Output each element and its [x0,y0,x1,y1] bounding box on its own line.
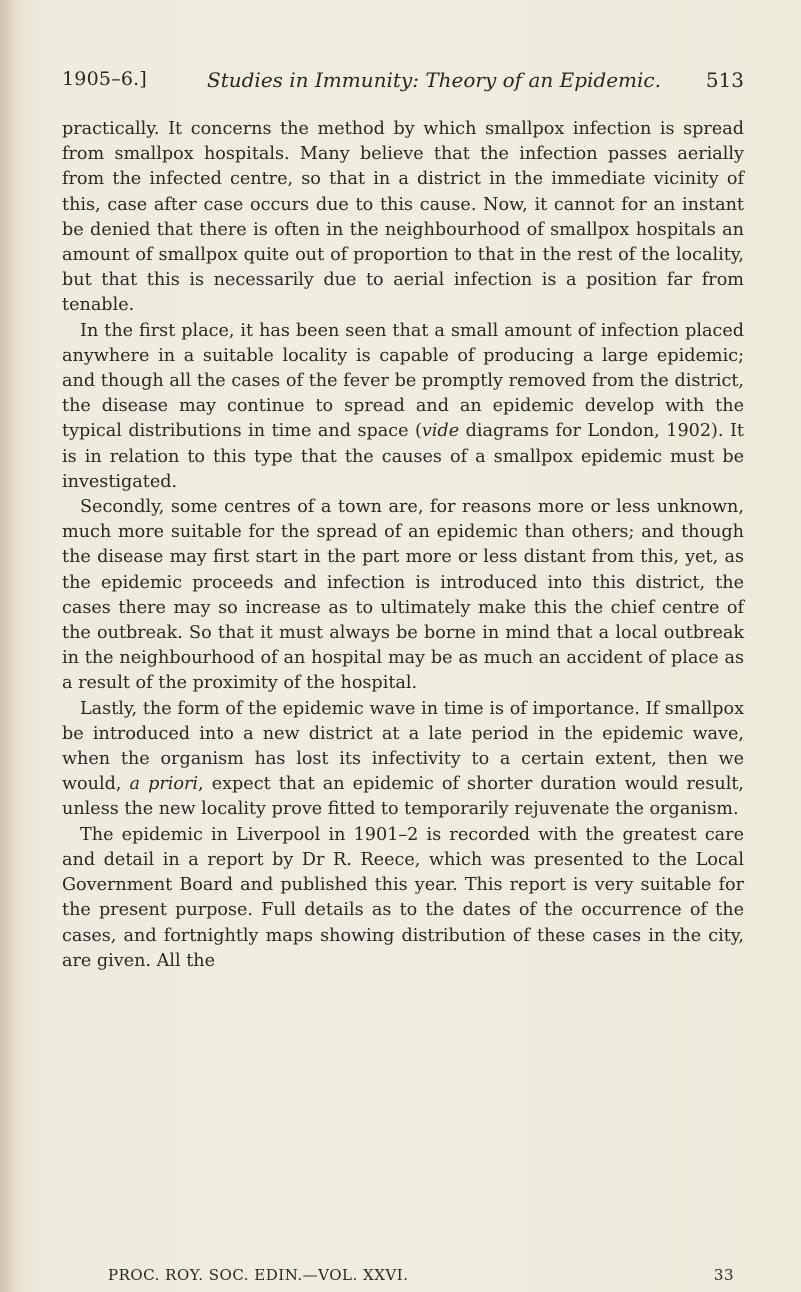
italic-text: a priori [129,774,199,795]
page-footer [108,1266,744,1288]
running-header [62,68,744,98]
page-number: 513 [705,68,744,92]
paragraph-text: , expect that an epidemic of shorter duration would result, unless the new locality prove fitted to temporarily rejuvenate the organism. [62,774,744,820]
paragraph-text: practically. It concerns the method by which smallpox infection is spread from smallpox hospitals. Many believe that the infection passes aerially from the infected centre, so that in a district in the immediate vicinity of this, case after case occurs due to this cause. Now, it cannot for an instant be denied that there is often in the neighbourhood of smallpox hospitals an amount of smallpox quite out of proportion to that in the rest of the locality, but that this is necessarily due to aerial infection is a position far from tenable. [62,119,744,316]
paragraph [62,495,744,697]
body-text [62,117,744,974]
paragraph [62,319,744,495]
paragraph [62,697,744,823]
signature-mark: 33 [713,1266,734,1284]
paragraph-text: Secondly, some centres of a town are, for reasons more or less unknown, much more suitable for the spread of an epidemic than others; and though the disease may first start in the part more or less distant from this, yet, as the epidemic proceeds and infection is introduced into this district, the cases there may so increase as to ultimately make this the chief centre of the outbreak. So that it must always be borne in mind that a local outbreak in the neighbourhood of an hospital may be as much an accident of place as a result of the proximity of the hospital. [62,497,744,694]
footer-journal: PROC. ROY. SOC. EDIN.—VOL. XXVI. [108,1266,409,1284]
header-years: 1905–6.] [62,68,147,90]
paragraph-text: In the first place, it has been seen that a small amount of infection placed anywhere in a suitable locality is capable of producing a large epidemic; and though all the cases of the fever be promptly removed from the district, the disease may continue to spread and an epidemic develop with the typical distributions in time and space ( [62,320,744,442]
header-title: Studies in Immunity: Theory of an Epidemic. [207,68,661,92]
binding-shadow [0,0,18,1292]
paragraph [62,117,744,319]
paragraph-text: Lastly, the form of the epidemic wave in time is of importance. If smallpox be introduced into a new district at a late period in the epidemic wave, when the organism has lost its infectivity to a certain extent, then we would, [62,698,744,795]
paragraph [62,823,744,974]
italic-text: vide [421,421,460,442]
paragraph-text: diagrams for London, 1902). It is in relation to this type that the causes of a smallpox epidemic must be investigated. [62,421,744,492]
paragraph-text: The epidemic in Liverpool in 1901–2 is recorded with the greatest care and detail in a report by Dr R. Reece, which was presented to the Local Government Board and published this year. This report is very suitable for the present purpose. Full details as to the dates of the occurrence of the cases, and fortnightly maps showing distribution of these cases in the city, are given. All the [62,824,744,971]
